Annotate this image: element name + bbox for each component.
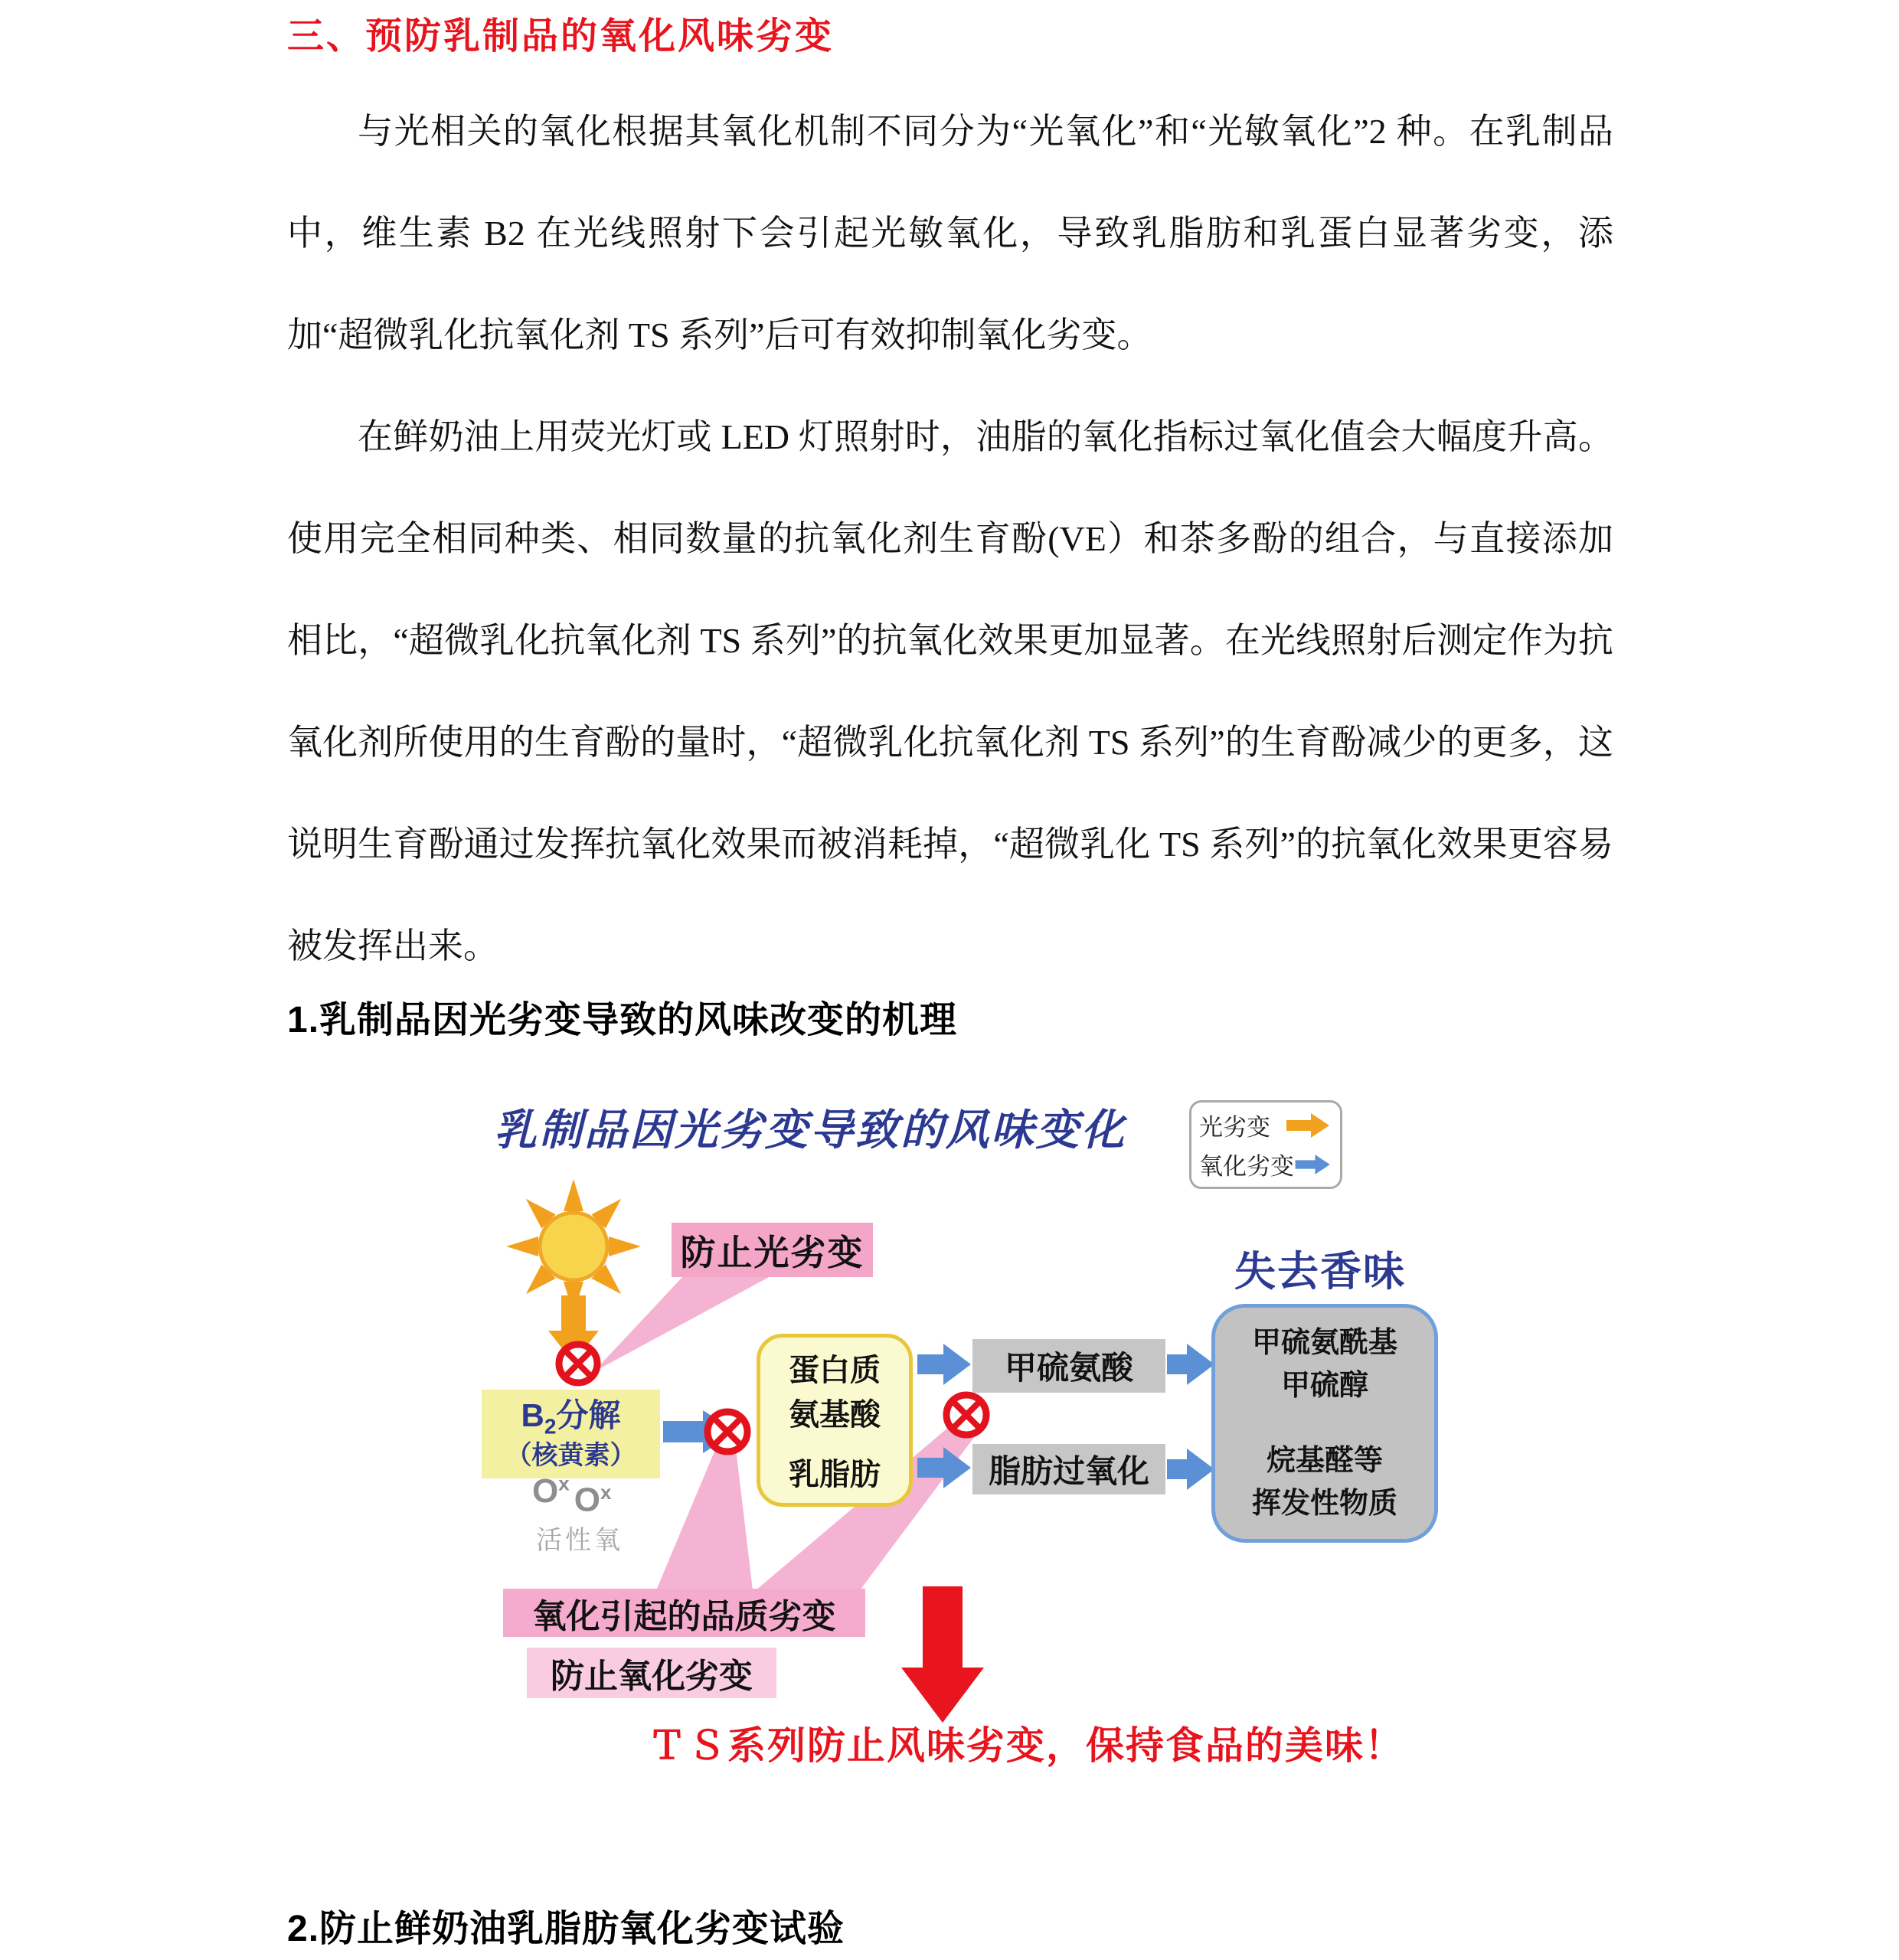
legend-light-arrow-icon [1285, 1111, 1332, 1140]
arrow-methionine-to-volatile [1167, 1344, 1214, 1385]
reactive-oxygen-symbols [532, 1472, 639, 1519]
diagram-legend [1189, 1100, 1342, 1189]
oxidation-quality-deterioration-box: 氧化引起的品质劣变 [503, 1589, 865, 1637]
milkfat-label: 乳脂肪 [789, 1458, 881, 1491]
page-title: 三、预防乳制品的氧化风味劣变 [287, 16, 835, 57]
legend-row-light [1199, 1108, 1332, 1142]
alkanal-label: 烷基醛等 [1266, 1445, 1383, 1477]
result-down-arrow [901, 1586, 984, 1723]
legend-light-label: 光劣变 [1199, 1114, 1270, 1141]
legend-oxidation-arrow-icon [1294, 1150, 1332, 1179]
diagram-title: 乳制品因光劣变导致的风味变化 [494, 1107, 1126, 1155]
protein-label: 蛋白质 [789, 1354, 881, 1387]
reactive-oxygen-label: 活性氧 [536, 1527, 623, 1555]
methanethiol-label: 甲硫醇 [1280, 1370, 1368, 1402]
prohibition-icon-light [559, 1344, 597, 1383]
volatile-label: 挥发性物质 [1251, 1488, 1397, 1520]
methionine-box: 甲硫氨酸 [972, 1339, 1165, 1393]
prohibition-icon-fat [946, 1395, 986, 1435]
volatile-substances-box [1211, 1304, 1438, 1543]
oxygen-symbol: $O^x$ [574, 1481, 612, 1519]
paragraph: 在鲜奶油上用荧光灯或 LED 灯照射时，油脂的氧化指标过氧化值会大幅度升高。使用完全相同种类、相同数量的抗氧化剂生育酚(VE）和茶多酚的组合，与直接添加相比，“超微乳化抗氧化剂 TS 系列”的抗氧化效果更加显著。在光线照射后测定作为抗氧化剂所使用的生育酚的量时，“超微乳化抗氧化剂 TS 系列”的生育酚减少的更多，这说明生育酚通过发挥抗氧化效果而被消耗掉，“超微乳化 TS 系列”的抗氧化效果更容易被发挥出来。 [287, 417, 1614, 965]
paragraph: 与光相关的氧化根据其氧化机制不同分为“光氧化”和“光敏氧化”2 种。在乳制品中，维生素 B2 在光线照射下会引起光敏氧化，导致乳脂肪和乳蛋白显著劣变，添加“超微乳化抗氧化剂 TS 系列”后可有效抑制氧化劣变。 [287, 112, 1613, 354]
b2-decomposition-label: $B_2$分解 [521, 1397, 621, 1439]
methional-label: 甲硫氨酰基 [1251, 1327, 1397, 1359]
arrow-protein-to-methionine [917, 1344, 971, 1385]
b2-decomposition-box [482, 1390, 660, 1478]
fat-peroxidation-box: 脂肪过氧化 [972, 1444, 1165, 1494]
ts-series-note: ＴＳ系列防止风味劣变，保持食品的美味！ [648, 1724, 1404, 1767]
beam-to-b2-block [656, 1442, 753, 1590]
prohibition-icon-b2 [708, 1412, 747, 1452]
beam-prevent-light [593, 1276, 772, 1372]
arrow-peroxide-to-volatile [1167, 1449, 1214, 1490]
sun-icon [506, 1179, 641, 1314]
legend-oxidation-label: 氧化劣变 [1199, 1153, 1294, 1180]
loss-of-aroma-title: 失去香味 [1234, 1249, 1406, 1295]
protein-aminoacid-fat-box [757, 1334, 913, 1507]
section-2-heading: 2.防止鲜奶油乳脂肪氧化劣变试验 [287, 1909, 845, 1949]
section-1-heading: 1.乳制品因光劣变导致的风味改变的机理 [287, 1000, 958, 1040]
legend-row-oxidation [1199, 1147, 1332, 1181]
riboflavin-label: （核黄素） [505, 1441, 636, 1471]
aminoacid-label: 氨基酸 [789, 1398, 881, 1432]
prevent-light-deterioration-box: 防止光劣变 [672, 1223, 873, 1277]
oxygen-symbol: $O^x$ [532, 1472, 570, 1510]
prevent-oxidation-deterioration-box: 防止氧化劣变 [527, 1648, 776, 1698]
